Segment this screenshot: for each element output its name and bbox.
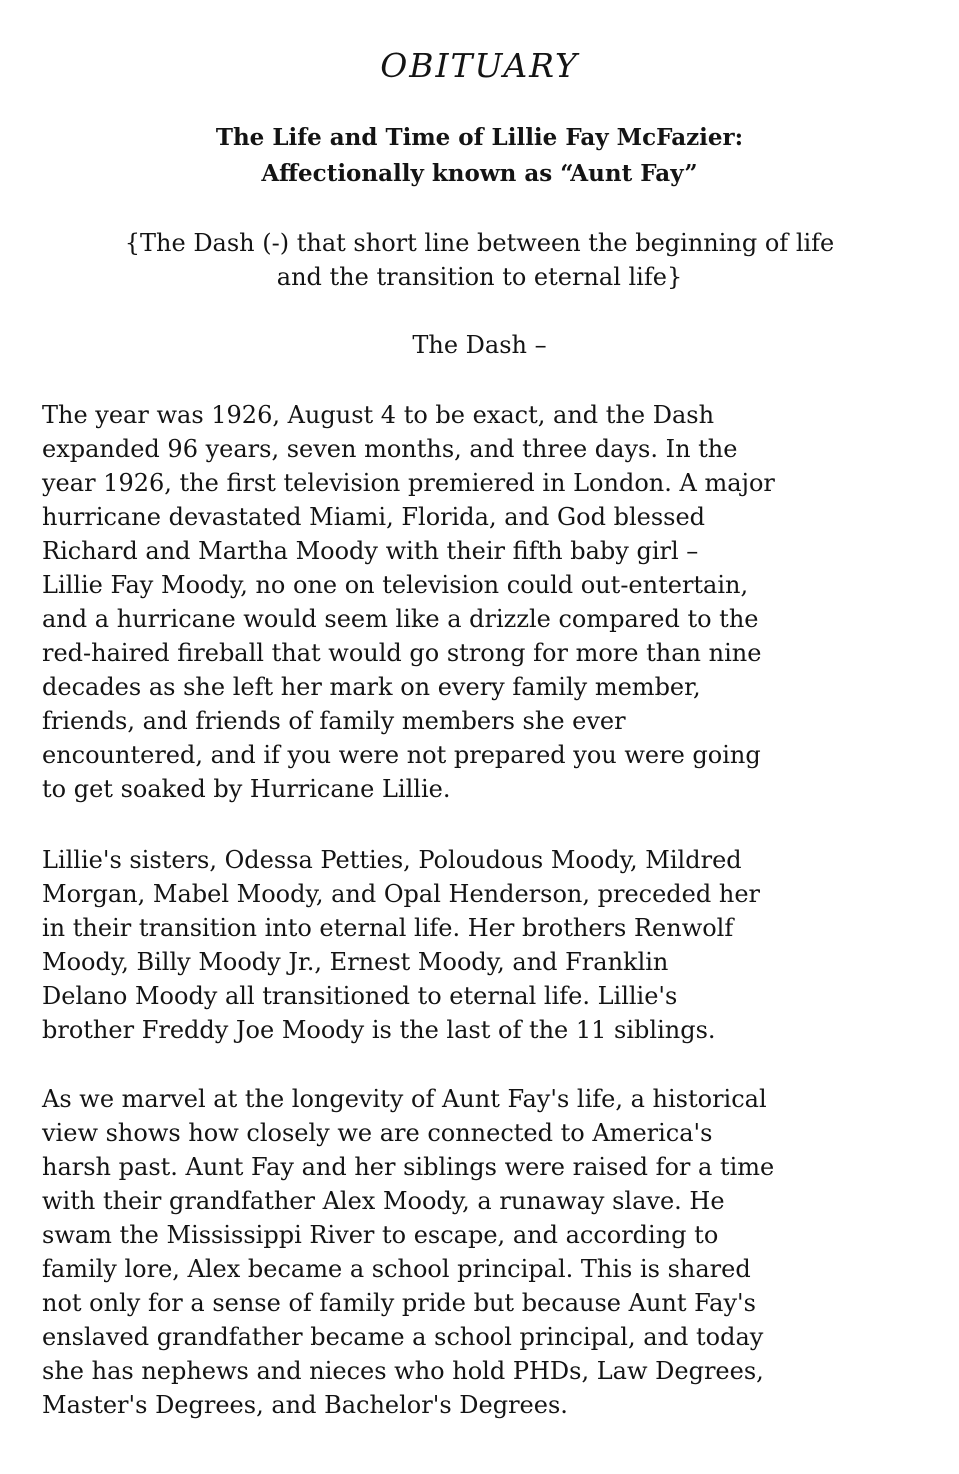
paragraph-line: decades as she left her mark on every family member,	[42, 673, 701, 701]
paragraph-line: view shows how closely we are connected to America's	[42, 1119, 713, 1147]
paragraph-line: not only for a sense of family pride but because Aunt Fay's	[42, 1289, 756, 1317]
obituary-subtitle	[0, 120, 959, 192]
paragraph-line: Master's Degrees, and Bachelor's Degrees.	[42, 1391, 568, 1419]
paragraph-line: encountered, and if you were not prepared you were going	[42, 741, 761, 769]
paragraph-line: family lore, Alex became a school principal. This is shared	[42, 1255, 751, 1283]
intro-text	[0, 226, 959, 294]
paragraph-line: friends, and friends of family members she ever	[42, 707, 626, 735]
paragraph-line: hurricane devastated Miami, Florida, and God blessed	[42, 503, 706, 531]
paragraph-siblings	[42, 843, 922, 1047]
paragraph-line: enslaved grandfather became a school principal, and today	[42, 1323, 764, 1351]
paragraph-line: Morgan, Mabel Moody, and Opal Henderson, preceded her	[42, 880, 760, 908]
paragraph-birth	[42, 398, 922, 806]
paragraph-line: Lillie's sisters, Odessa Petties, Poloudous Moody, Mildred	[42, 846, 742, 874]
paragraph-line: Delano Moody all transitioned to eternal life. Lillie's	[42, 982, 678, 1010]
subtitle-line: Affectionally known as “Aunt Fay”	[261, 160, 698, 187]
dash-label: The Dash –	[412, 331, 547, 359]
paragraph-line: Richard and Martha Moody with their fifth baby girl –	[42, 537, 699, 565]
paragraph-line: brother Freddy Joe Moody is the last of the 11 siblings.	[42, 1016, 716, 1044]
paragraph-line: in their transition into eternal life. Her brothers Renwolf	[42, 914, 734, 942]
paragraph-line: with their grandfather Alex Moody, a runaway slave. He	[42, 1187, 725, 1215]
paragraph-line: The year was 1926, August 4 to be exact, and the Dash	[42, 401, 715, 429]
paragraph-line: As we marvel at the longevity of Aunt Fay's life, a historical	[42, 1085, 767, 1113]
paragraph-line: red-haired fireball that would go strong for more than nine	[42, 639, 762, 667]
paragraph-line: to get soaked by Hurricane Lillie.	[42, 775, 451, 803]
paragraph-line: swam the Mississippi River to escape, and according to	[42, 1221, 719, 1249]
intro-line: {The Dash (-) that short line between the beginning of life	[124, 229, 835, 257]
obituary-title: OBITUARY	[380, 46, 579, 85]
paragraph-line: she has nephews and nieces who hold PHDs, Law Degrees,	[42, 1357, 764, 1385]
subtitle-line: The Life and Time of Lillie Fay McFazier:	[215, 124, 744, 151]
paragraph-line: and a hurricane would seem like a drizzle compared to the	[42, 605, 759, 633]
paragraph-line: Moody, Billy Moody Jr., Ernest Moody, and Franklin	[42, 948, 669, 976]
paragraph-line: year 1926, the first television premiered in London. A major	[42, 469, 775, 497]
paragraph-line: expanded 96 years, seven months, and three days. In the	[42, 435, 738, 463]
paragraph-history	[42, 1082, 922, 1422]
intro-line: and the transition to eternal life}	[276, 263, 683, 291]
paragraph-line: harsh past. Aunt Fay and her siblings were raised for a time	[42, 1153, 775, 1181]
paragraph-line: Lillie Fay Moody, no one on television could out-entertain,	[42, 571, 749, 599]
